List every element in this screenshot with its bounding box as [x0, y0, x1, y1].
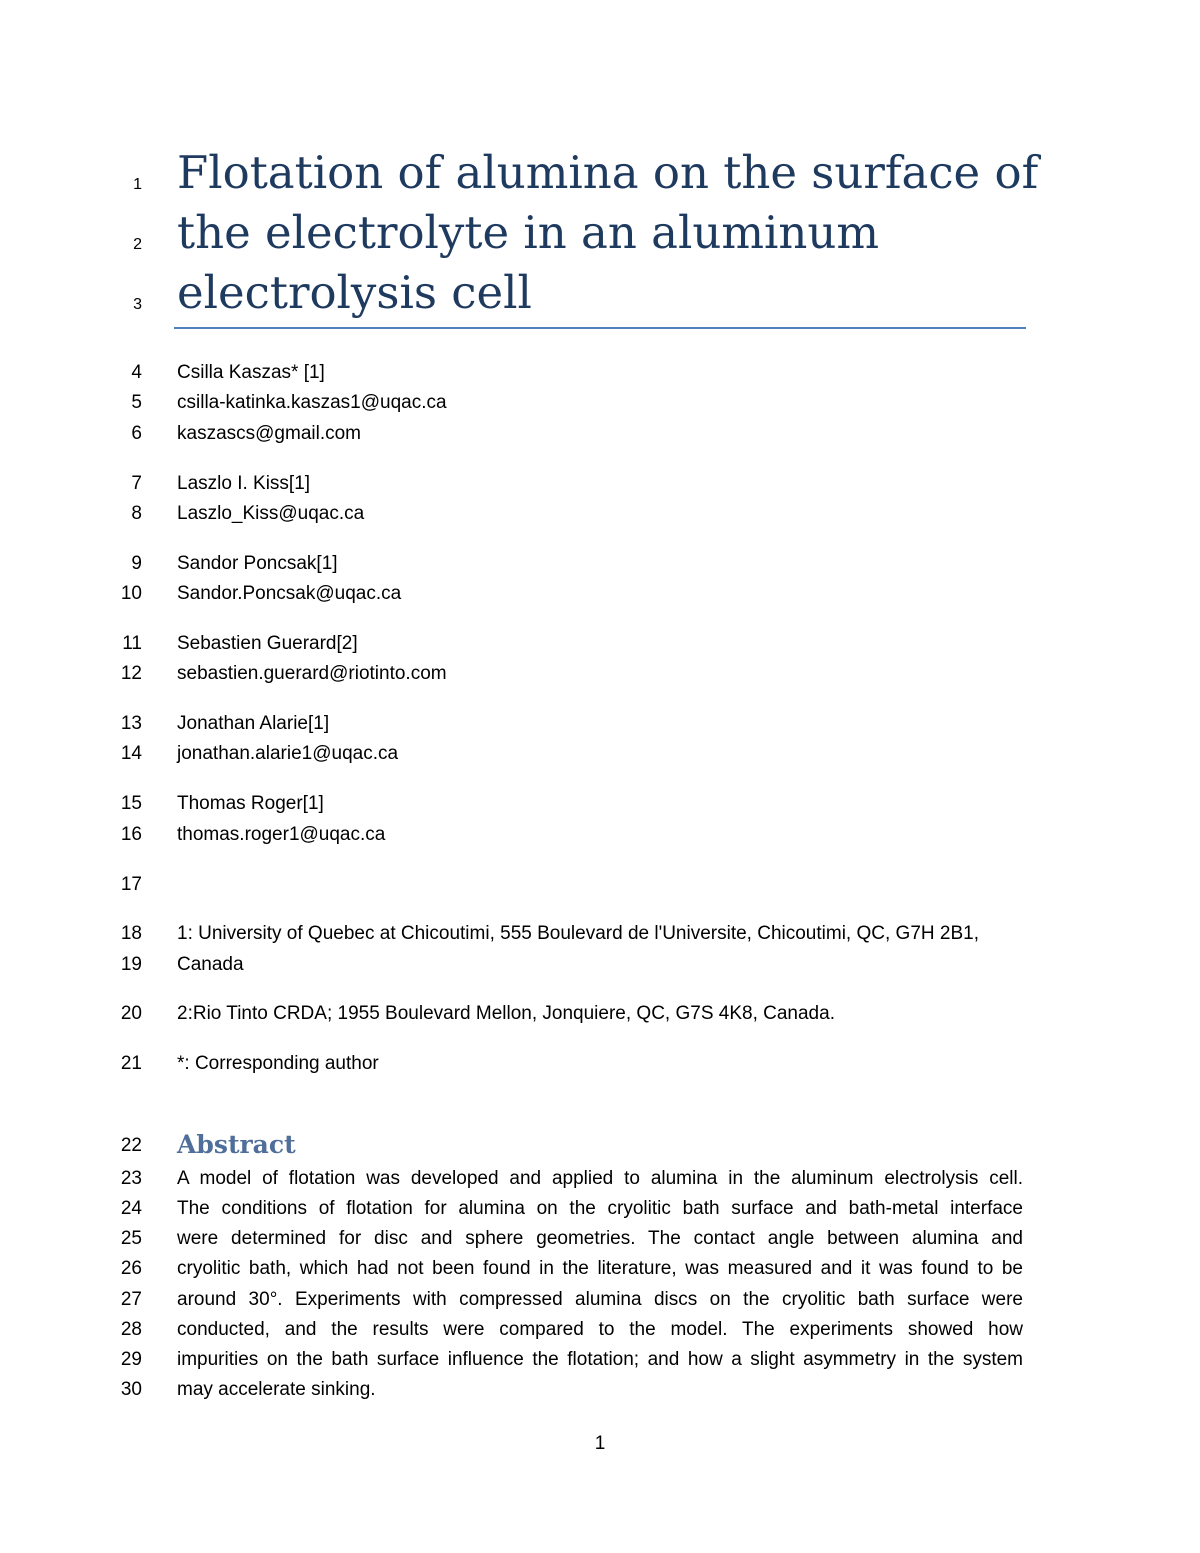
- line-number: 16: [120, 824, 142, 845]
- line-number: 26: [120, 1258, 142, 1279]
- line-number: 2: [133, 236, 142, 253]
- line-number: 13: [120, 713, 142, 734]
- abstract-heading: Abstract: [177, 1130, 296, 1159]
- author-email: sebastien.guerard@riotinto.com: [177, 663, 447, 684]
- line-number: 27: [120, 1289, 142, 1310]
- abstract-line: around 30°. Experiments with compressed alumina discs on the cryolitic bath surface were: [177, 1289, 1023, 1310]
- line-number: 4: [131, 362, 142, 383]
- abstract-line: A model of flotation was developed and applied to alumina in the aluminum electrolysis cell.: [177, 1168, 1023, 1189]
- line-number: 8: [131, 503, 142, 524]
- line-number: 22: [120, 1135, 142, 1156]
- author-name: Thomas Roger[1]: [177, 793, 324, 814]
- page-number: 1: [594, 1433, 606, 1454]
- title-rule: [174, 327, 1026, 329]
- author-email: jonathan.alarie1@uqac.ca: [177, 743, 399, 764]
- line-number: 9: [131, 553, 142, 574]
- author-email: Laszlo_Kiss@uqac.ca: [177, 503, 365, 524]
- author-email: thomas.roger1@uqac.ca: [177, 824, 386, 845]
- line-number: 14: [120, 743, 142, 764]
- line-number: 3: [133, 296, 142, 313]
- author-email: Sandor.Poncsak@uqac.ca: [177, 583, 402, 604]
- line-number: 19: [120, 954, 142, 975]
- abstract-line: impurities on the bath surface influence the flotation; and how a slight asymmetry in the system: [177, 1349, 1023, 1370]
- line-number: 21: [120, 1053, 142, 1074]
- abstract-line: The conditions of flotation for alumina on the cryolitic bath surface and bath-metal interface: [177, 1198, 1023, 1219]
- abstract-line: may accelerate sinking.: [177, 1379, 376, 1400]
- abstract-line: conducted, and the results were compared to the model. The experiments showed how: [177, 1319, 1023, 1340]
- line-number: 5: [131, 392, 142, 413]
- line-number: 30: [120, 1379, 142, 1400]
- title-line: Flotation of alumina on the surface of: [177, 146, 1039, 199]
- line-number: 17: [120, 874, 142, 895]
- title-line: the electrolyte in an aluminum: [177, 206, 880, 259]
- author-email: csilla-katinka.kaszas1@uqac.ca: [177, 392, 447, 413]
- abstract-line: were determined for disc and sphere geometries. The contact angle between alumina and: [177, 1228, 1023, 1249]
- line-number: 12: [120, 663, 142, 684]
- abstract-line: cryolitic bath, which had not been found in the literature, was measured and it was found to be: [177, 1258, 1023, 1279]
- corresponding-author-note: *: Corresponding author: [177, 1053, 379, 1074]
- affiliation-1-cont: Canada: [177, 954, 244, 975]
- author-name: Laszlo I. Kiss[1]: [177, 473, 311, 494]
- author-name: Sandor Poncsak[1]: [177, 553, 338, 574]
- line-number: 10: [120, 583, 142, 604]
- title-line: electrolysis cell: [177, 266, 532, 319]
- line-number: 18: [120, 923, 142, 944]
- line-number: 28: [120, 1319, 142, 1340]
- author-name: Csilla Kaszas* [1]: [177, 362, 325, 383]
- line-number: 29: [120, 1349, 142, 1370]
- line-number: 1: [133, 176, 142, 193]
- line-number: 6: [131, 423, 142, 444]
- line-number: 23: [120, 1168, 142, 1189]
- author-email: kaszascs@gmail.com: [177, 423, 361, 444]
- line-number: 15: [120, 793, 142, 814]
- line-number: 7: [131, 473, 142, 494]
- line-number: 20: [120, 1003, 142, 1024]
- line-number: 24: [120, 1198, 142, 1219]
- author-name: Sebastien Guerard[2]: [177, 633, 358, 654]
- affiliation-1: 1: University of Quebec at Chicoutimi, 555 Boulevard de l'Universite, Chicoutimi, QC, G7H 2B1,: [177, 923, 979, 944]
- affiliation-2: 2:Rio Tinto CRDA; 1955 Boulevard Mellon, Jonquiere, QC, G7S 4K8, Canada.: [177, 1003, 835, 1024]
- line-number: 25: [120, 1228, 142, 1249]
- line-number: 11: [122, 633, 142, 654]
- author-name: Jonathan Alarie[1]: [177, 713, 330, 734]
